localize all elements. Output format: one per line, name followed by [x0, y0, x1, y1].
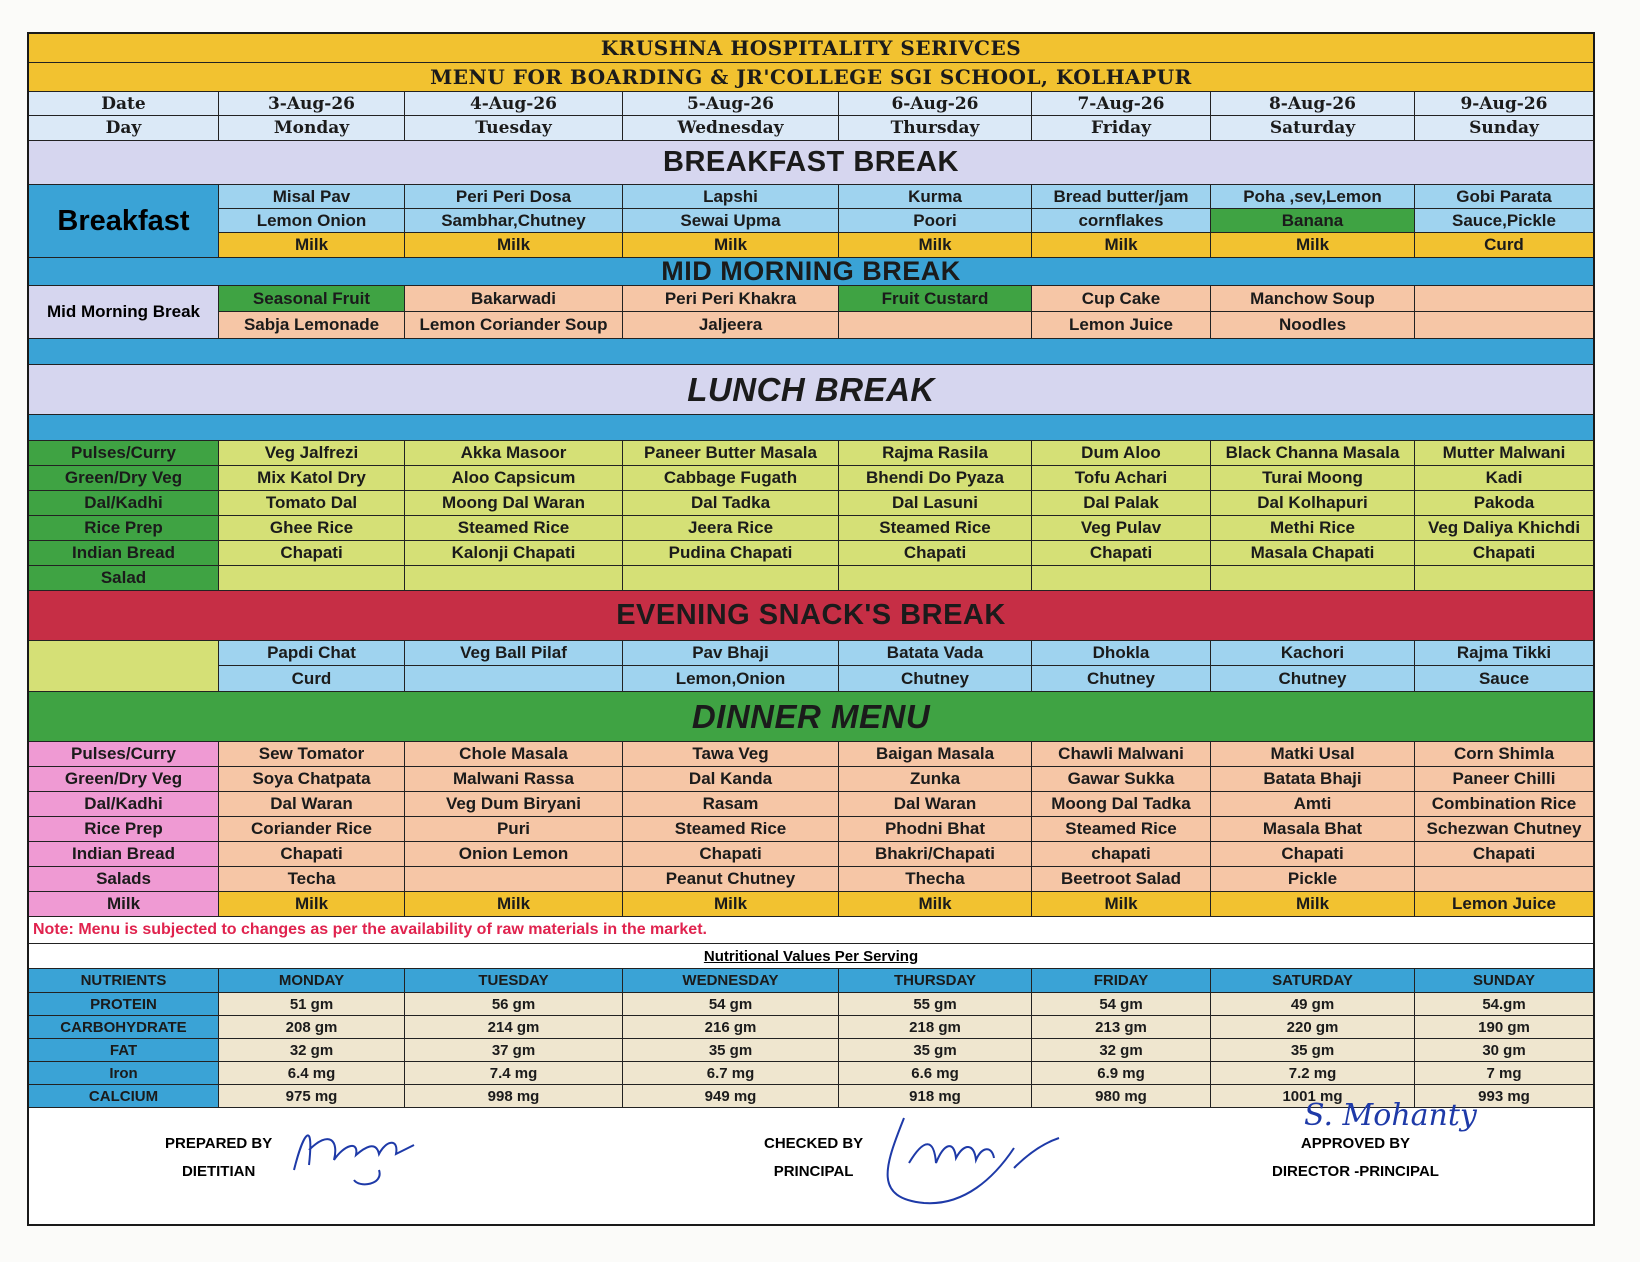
nutrition-header-cell: NUTRIENTS [29, 969, 219, 992]
table-cell: Chapati [1415, 541, 1593, 565]
table-cell: Chutney [839, 666, 1032, 691]
table-cell: Kadi [1415, 466, 1593, 490]
table-cell: Dal Lasuni [839, 491, 1032, 515]
nutrient-name: PROTEIN [29, 993, 219, 1015]
table-row [29, 892, 1593, 917]
row-label: Green/Dry Veg [29, 466, 219, 490]
date-cell: 4-Aug-26 [405, 92, 623, 115]
table-cell [1415, 566, 1593, 590]
table-cell: Phodni Bhat [839, 817, 1032, 841]
table-cell: Kalonji Chapati [405, 541, 623, 565]
table-cell: Thecha [839, 867, 1032, 891]
nutrient-value: 214 gm [405, 1016, 623, 1038]
table-cell: Chutney [1211, 666, 1415, 691]
nutrition-title: Nutritional Values Per Serving [29, 944, 1593, 969]
table-cell: Combination Rice [1415, 792, 1593, 816]
table-row [219, 185, 1593, 209]
table-cell [1415, 312, 1593, 338]
table-cell: Milk [839, 233, 1032, 257]
table-row [29, 441, 1593, 466]
table-cell: Steamed Rice [1032, 817, 1211, 841]
date-cell: 8-Aug-26 [1211, 92, 1415, 115]
nutrition-row [29, 1039, 1593, 1062]
table-cell: Chapati [1415, 842, 1593, 866]
table-cell: Masala Chapati [1211, 541, 1415, 565]
table-cell: Malwani Rassa [405, 767, 623, 791]
dinner-table [29, 742, 1593, 917]
table-cell [1415, 286, 1593, 311]
table-cell: Turai Moong [1211, 466, 1415, 490]
day-cell: Sunday [1469, 118, 1539, 138]
row-label: Rice Prep [29, 516, 219, 540]
nutrient-name: CALCIUM [29, 1085, 219, 1107]
table-cell: Milk [1032, 233, 1211, 257]
nutrient-name: CARBOHYDRATE [29, 1016, 219, 1038]
table-cell: Gawar Sukka [1032, 767, 1211, 791]
nutrient-value: 213 gm [1032, 1016, 1211, 1038]
table-cell [405, 566, 623, 590]
nutrient-value: 35 gm [1211, 1039, 1415, 1061]
lunch-spacer [29, 415, 1593, 441]
table-cell: Bhakri/Chapati [839, 842, 1032, 866]
table-cell: Bakarwadi [405, 286, 623, 311]
table-cell: Lemon Juice [1415, 892, 1593, 916]
table-row [219, 286, 1593, 312]
checked-by: CHECKED BY PRINCIPAL [764, 1135, 864, 1180]
table-cell: Mix Katol Dry [219, 466, 405, 490]
table-row [29, 767, 1593, 792]
table-cell: Aloo Capsicum [405, 466, 623, 490]
spacer-band [29, 339, 1593, 365]
lunch-table [29, 441, 1593, 591]
date-cell: 3-Aug-26 [219, 92, 405, 115]
mid-morning-title: MID MORNING BREAK [661, 258, 961, 285]
nutrient-value: 190 gm [1415, 1016, 1593, 1038]
table-cell: Akka Masoor [405, 441, 623, 465]
table-cell: Chapati [1211, 842, 1415, 866]
table-cell: Dum Aloo [1032, 441, 1211, 465]
nutrient-value: 55 gm [839, 993, 1032, 1015]
table-cell: Corn Shimla [1415, 742, 1593, 766]
table-cell: Dal Tadka [623, 491, 839, 515]
table-cell: Chapati [219, 541, 405, 565]
nutrient-name: Iron [29, 1062, 219, 1084]
table-cell: Schezwan Chutney [1415, 817, 1593, 841]
table-cell: Puri [405, 817, 623, 841]
day-cell: Wednesday [623, 116, 839, 140]
date-label: Date [29, 92, 219, 115]
table-cell: cornflakes [1032, 209, 1211, 232]
nutrition-row [29, 993, 1593, 1016]
table-cell: Milk [623, 233, 839, 257]
nutrient-value: 6.7 mg [623, 1062, 839, 1084]
table-cell: Veg Dum Biryani [405, 792, 623, 816]
table-cell: Chutney [1032, 666, 1211, 691]
table-row [29, 867, 1593, 892]
nutrient-value: 949 mg [623, 1085, 839, 1107]
nutrient-value: 54.gm [1415, 993, 1593, 1015]
table-cell: Cup Cake [1032, 286, 1211, 311]
table-row [29, 466, 1593, 491]
table-cell: Jaljeera [623, 312, 839, 338]
table-cell: Sewai Upma [623, 209, 839, 232]
prepared-by: PREPARED BY DIETITIAN [165, 1135, 273, 1180]
table-cell: Banana [1211, 209, 1415, 232]
evening-block [29, 641, 1593, 692]
date-cell: 6-Aug-26 [839, 92, 1032, 115]
table-cell [623, 566, 839, 590]
table-cell: Sabja Lemonade [219, 312, 405, 338]
table-cell [1211, 566, 1415, 590]
table-cell: Milk [1032, 892, 1211, 916]
table-row [29, 792, 1593, 817]
table-cell: Bread butter/jam [1032, 185, 1211, 208]
nutrient-value: 220 gm [1211, 1016, 1415, 1038]
nutrition-header [29, 969, 1593, 993]
table-cell: Pickle [1211, 867, 1415, 891]
row-label: Milk [29, 892, 219, 916]
table-cell: Batata Vada [839, 641, 1032, 665]
table-row [29, 817, 1593, 842]
table-cell: Lemon Juice [1032, 312, 1211, 338]
table-cell: Sambhar,Chutney [405, 209, 623, 232]
nutrition-table [29, 969, 1593, 1108]
table-cell: Papdi Chat [219, 641, 405, 665]
nutrient-value: 37 gm [405, 1039, 623, 1061]
breakfast-banner [29, 141, 1593, 185]
table-cell: Dal Palak [1032, 491, 1211, 515]
table-cell: Baigan Masala [839, 742, 1032, 766]
nutrient-value: 975 mg [219, 1085, 405, 1107]
table-cell: Veg Pulav [1032, 516, 1211, 540]
table-cell: Tawa Veg [623, 742, 839, 766]
table-cell: Veg Jalfrezi [219, 441, 405, 465]
table-cell: Noodles [1211, 312, 1415, 338]
table-cell: Misal Pav [219, 185, 405, 208]
day-cell: Saturday [1211, 116, 1415, 140]
company-banner [29, 34, 1593, 63]
nutrient-value: 980 mg [1032, 1085, 1211, 1107]
table-cell: Paneer Chilli [1415, 767, 1593, 791]
mid-morning-block [29, 286, 1593, 339]
table-row [29, 516, 1593, 541]
nutrient-value: 7.2 mg [1211, 1062, 1415, 1084]
table-cell: Chapati [623, 842, 839, 866]
table-cell: Sew Tomator [219, 742, 405, 766]
row-label: Salads [29, 867, 219, 891]
table-cell [1032, 566, 1211, 590]
nutrient-value: 7 mg [1415, 1062, 1593, 1084]
table-cell: Curd [1415, 233, 1593, 257]
day-cell: Thursday [839, 116, 1032, 140]
row-label: Dal/Kadhi [29, 491, 219, 515]
table-cell: Veg Daliya Khichdi [1415, 516, 1593, 540]
table-row [219, 666, 1593, 691]
table-cell: Onion Lemon [405, 842, 623, 866]
table-cell: Chapati [1032, 541, 1211, 565]
table-cell: Poori [839, 209, 1032, 232]
table-cell: Beetroot Salad [1032, 867, 1211, 891]
table-cell: Gobi Parata [1415, 185, 1593, 208]
table-cell: Chawli Malwani [1032, 742, 1211, 766]
nutrient-value: 7.4 mg [405, 1062, 623, 1084]
row-label: Pulses/Curry [29, 742, 219, 766]
breakfast-title: BREAKFAST BREAK [663, 146, 959, 178]
row-label: Salad [29, 566, 219, 590]
table-cell: Chapati [219, 842, 405, 866]
table-cell: Dal Kanda [623, 767, 839, 791]
table-row [29, 842, 1593, 867]
table-cell: Masala Bhat [1211, 817, 1415, 841]
row-label: Dal/Kadhi [29, 792, 219, 816]
nutrient-value: 32 gm [1032, 1039, 1211, 1061]
table-row [219, 312, 1593, 338]
table-cell: Moong Dal Waran [405, 491, 623, 515]
table-cell [839, 566, 1032, 590]
table-cell [219, 566, 405, 590]
table-row [219, 641, 1593, 666]
dinner-banner [29, 692, 1593, 742]
nutrition-header-cell: MONDAY [219, 969, 405, 992]
company-name: KRUSHNA HOSPITALITY SERIVCES [600, 36, 1022, 60]
nutrient-value: 218 gm [839, 1016, 1032, 1038]
table-cell: Poha ,sev,Lemon [1211, 185, 1415, 208]
table-cell: chapati [1032, 842, 1211, 866]
table-cell: Tomato Dal [219, 491, 405, 515]
table-cell: Steamed Rice [839, 516, 1032, 540]
table-cell: Lemon,Onion [623, 666, 839, 691]
mid-morning-banner [29, 258, 1593, 286]
nutrient-name: FAT [29, 1039, 219, 1061]
nutrition-row [29, 1016, 1593, 1039]
table-row [29, 742, 1593, 767]
table-row [219, 209, 1593, 233]
nutrition-header-cell: TUESDAY [405, 969, 623, 992]
row-label: Rice Prep [29, 817, 219, 841]
principal-signature [864, 1108, 1064, 1218]
day-row [29, 116, 1593, 141]
nutrient-value: 54 gm [623, 993, 839, 1015]
table-cell: Milk [839, 892, 1032, 916]
table-cell: Dal Waran [219, 792, 405, 816]
table-cell: Fruit Custard [839, 286, 1032, 311]
date-cell: 7-Aug-26 [1032, 92, 1211, 115]
table-cell [839, 312, 1032, 338]
approved-by: APPROVED BY DIRECTOR -PRINCIPAL [1272, 1135, 1439, 1180]
table-cell: Jeera Rice [623, 516, 839, 540]
nutrient-value: 35 gm [623, 1039, 839, 1061]
nutrient-value: 918 mg [839, 1085, 1032, 1107]
day-label: Day [29, 116, 219, 140]
table-cell: Chapati [839, 541, 1032, 565]
table-cell: Dal Waran [839, 792, 1032, 816]
nutrient-value: 49 gm [1211, 993, 1415, 1015]
nutrition-header-cell: SATURDAY [1211, 969, 1415, 992]
table-cell: Peri Peri Dosa [405, 185, 623, 208]
table-cell: Pudina Chapati [623, 541, 839, 565]
table-row [29, 491, 1593, 516]
evening-banner [29, 591, 1593, 641]
nutrient-value: 1001 mg [1211, 1085, 1415, 1107]
nutrition-row [29, 1062, 1593, 1085]
nutrient-value: 54 gm [1032, 993, 1211, 1015]
nutrient-value: 35 gm [839, 1039, 1032, 1061]
nutrient-value: 32 gm [219, 1039, 405, 1061]
nutrition-header-cell: FRIDAY [1032, 969, 1211, 992]
nutrient-value: 216 gm [623, 1016, 839, 1038]
table-cell: Matki Usal [1211, 742, 1415, 766]
signature-area [29, 1098, 1593, 1232]
table-cell: Lapshi [623, 185, 839, 208]
table-cell: Coriander Rice [219, 817, 405, 841]
day-cell: Tuesday [405, 116, 623, 140]
table-cell: Kurma [839, 185, 1032, 208]
nutrition-header-cell: WEDNESDAY [623, 969, 839, 992]
nutrient-value: 51 gm [219, 993, 405, 1015]
table-cell: Ghee Rice [219, 516, 405, 540]
table-cell [405, 867, 623, 891]
nutrient-value: 208 gm [219, 1016, 405, 1038]
day-cell: Monday [219, 116, 405, 140]
table-cell: Milk [219, 233, 405, 257]
table-row [29, 566, 1593, 591]
menu-subtitle: MENU FOR BOARDING & JR'COLLEGE SGI SCHOOL, KOLHAPUR [430, 65, 1192, 89]
table-cell: Amti [1211, 792, 1415, 816]
breakfast-block [29, 185, 1593, 258]
table-cell: Lemon Onion [219, 209, 405, 232]
table-cell: Pakoda [1415, 491, 1593, 515]
table-cell: Veg Ball Pilaf [405, 641, 623, 665]
table-cell [1415, 867, 1593, 891]
table-cell: Bhendi Do Pyaza [839, 466, 1032, 490]
dinner-title: DINNER MENU [691, 697, 931, 735]
row-label: Pulses/Curry [29, 441, 219, 465]
table-cell: Paneer Butter Masala [623, 441, 839, 465]
table-cell: Sauce,Pickle [1415, 209, 1593, 232]
table-cell: Batata Bhaji [1211, 767, 1415, 791]
dietitian-signature [284, 1110, 434, 1190]
director-signature: S. Mohanty [1304, 1098, 1477, 1133]
evening-label [29, 641, 219, 691]
date-cell: 5-Aug-26 [623, 92, 839, 115]
table-cell: Manchow Soup [1211, 286, 1415, 311]
table-row [219, 233, 1593, 257]
table-cell: Peanut Chutney [623, 867, 839, 891]
table-cell: Rasam [623, 792, 839, 816]
table-cell: Milk [1211, 233, 1415, 257]
nutrient-value: 30 gm [1415, 1039, 1593, 1061]
table-cell: Chole Masala [405, 742, 623, 766]
table-cell: Rajma Tikki [1415, 641, 1593, 665]
table-cell: Dhokla [1032, 641, 1211, 665]
table-cell: Zunka [839, 767, 1032, 791]
menu-note: Note: Menu is subjected to changes as per the availability of raw materials in the market. [29, 917, 1593, 944]
table-cell: Moong Dal Tadka [1032, 792, 1211, 816]
lunch-banner [29, 365, 1593, 415]
table-cell: Black Channa Masala [1211, 441, 1415, 465]
evening-title: EVENING SNACK'S BREAK [616, 599, 1006, 631]
table-cell: Milk [405, 233, 623, 257]
table-cell: Soya Chatpata [219, 767, 405, 791]
row-label: Indian Bread [29, 842, 219, 866]
lunch-title: LUNCH BREAK [687, 370, 935, 408]
menu-sheet [27, 32, 1595, 1226]
table-cell: Milk [623, 892, 839, 916]
nutrient-value: 993 mg [1415, 1085, 1593, 1107]
table-cell: Dal Kolhapuri [1211, 491, 1415, 515]
table-cell: Milk [405, 892, 623, 916]
table-cell: Kachori [1211, 641, 1415, 665]
date-row [29, 92, 1593, 116]
table-cell: Tofu Achari [1032, 466, 1211, 490]
table-cell: Steamed Rice [405, 516, 623, 540]
table-cell: Cabbage Fugath [623, 466, 839, 490]
table-cell: Lemon Coriander Soup [405, 312, 623, 338]
nutrient-value: 56 gm [405, 993, 623, 1015]
table-cell: Sauce [1415, 666, 1593, 691]
row-label: Green/Dry Veg [29, 767, 219, 791]
table-cell: Seasonal Fruit [219, 286, 405, 311]
date-cell: 9-Aug-26 [1460, 93, 1548, 114]
table-cell: Techa [219, 867, 405, 891]
table-cell: Peri Peri Khakra [623, 286, 839, 311]
table-row [29, 541, 1593, 566]
table-cell: Methi Rice [1211, 516, 1415, 540]
nutrition-header-cell: SUNDAY [1415, 969, 1593, 992]
table-cell: Mutter Malwani [1415, 441, 1593, 465]
table-cell: Pav Bhaji [623, 641, 839, 665]
nutrient-value: 6.4 mg [219, 1062, 405, 1084]
table-cell [405, 666, 623, 691]
row-label: Indian Bread [29, 541, 219, 565]
table-cell: Steamed Rice [623, 817, 839, 841]
nutrition-header-cell: THURSDAY [839, 969, 1032, 992]
subtitle-banner [29, 63, 1593, 92]
day-cell: Friday [1032, 116, 1211, 140]
table-cell: Rajma Rasila [839, 441, 1032, 465]
nutrient-value: 6.9 mg [1032, 1062, 1211, 1084]
breakfast-label: Breakfast [29, 185, 219, 257]
table-cell: Milk [1211, 892, 1415, 916]
table-cell: Milk [219, 892, 405, 916]
table-cell: Curd [219, 666, 405, 691]
mid-morning-label: Mid Morning Break [29, 286, 219, 338]
nutrient-value: 6.6 mg [839, 1062, 1032, 1084]
nutrient-value: 998 mg [405, 1085, 623, 1107]
